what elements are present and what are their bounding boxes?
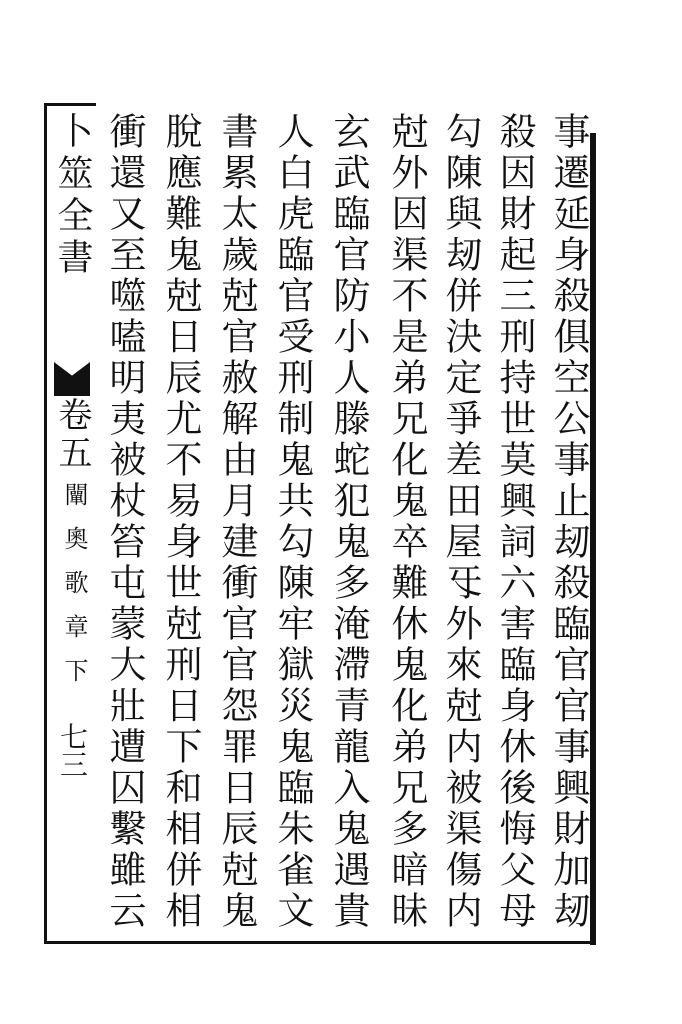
text-column-6: 人白虎臨官受刑制鬼共勾陳牢獄災鬼臨朱雀文: [271, 112, 314, 932]
text-column-9: 衝還又至噬嗑明夷被杖笞屯蒙大壯遭囚繫雖云: [103, 112, 146, 932]
text-column-2: 殺因財起三刑持世莫興詞六害臨身休後悔父母: [493, 112, 536, 932]
text-column-1: 事遷延身殺俱空公事止刼殺臨官官事興財加刼: [547, 112, 590, 932]
text-column-7: 書累太歲尅官赦解由月建衝官官怨罪日辰尅鬼: [215, 112, 258, 932]
text-column-3: 勾陳與刼併決定爭差田屋㸦外來尅内被渠傷内: [439, 112, 482, 932]
top-margin-rule: [44, 103, 96, 106]
juan-label: 卷五: [52, 397, 92, 473]
fishtail-mark-icon: [54, 362, 90, 396]
leaf-number: 七三: [56, 722, 89, 778]
text-column-4: 尅外因渠不是弟兄化鬼卒難休鬼化弟兄多暗昧: [385, 112, 428, 932]
book-title: 卜筮全書: [52, 112, 93, 280]
section-title: 闡奧歌章下: [60, 482, 88, 702]
block-center-margin: [46, 112, 94, 942]
text-column-8: 脫應難鬼尅日辰尤不易身世尅刑日下和相併相: [159, 112, 202, 932]
text-column-5: 玄武臨官防小人滕蛇犯鬼多淹滯青龍入鬼遇貴: [327, 112, 370, 932]
